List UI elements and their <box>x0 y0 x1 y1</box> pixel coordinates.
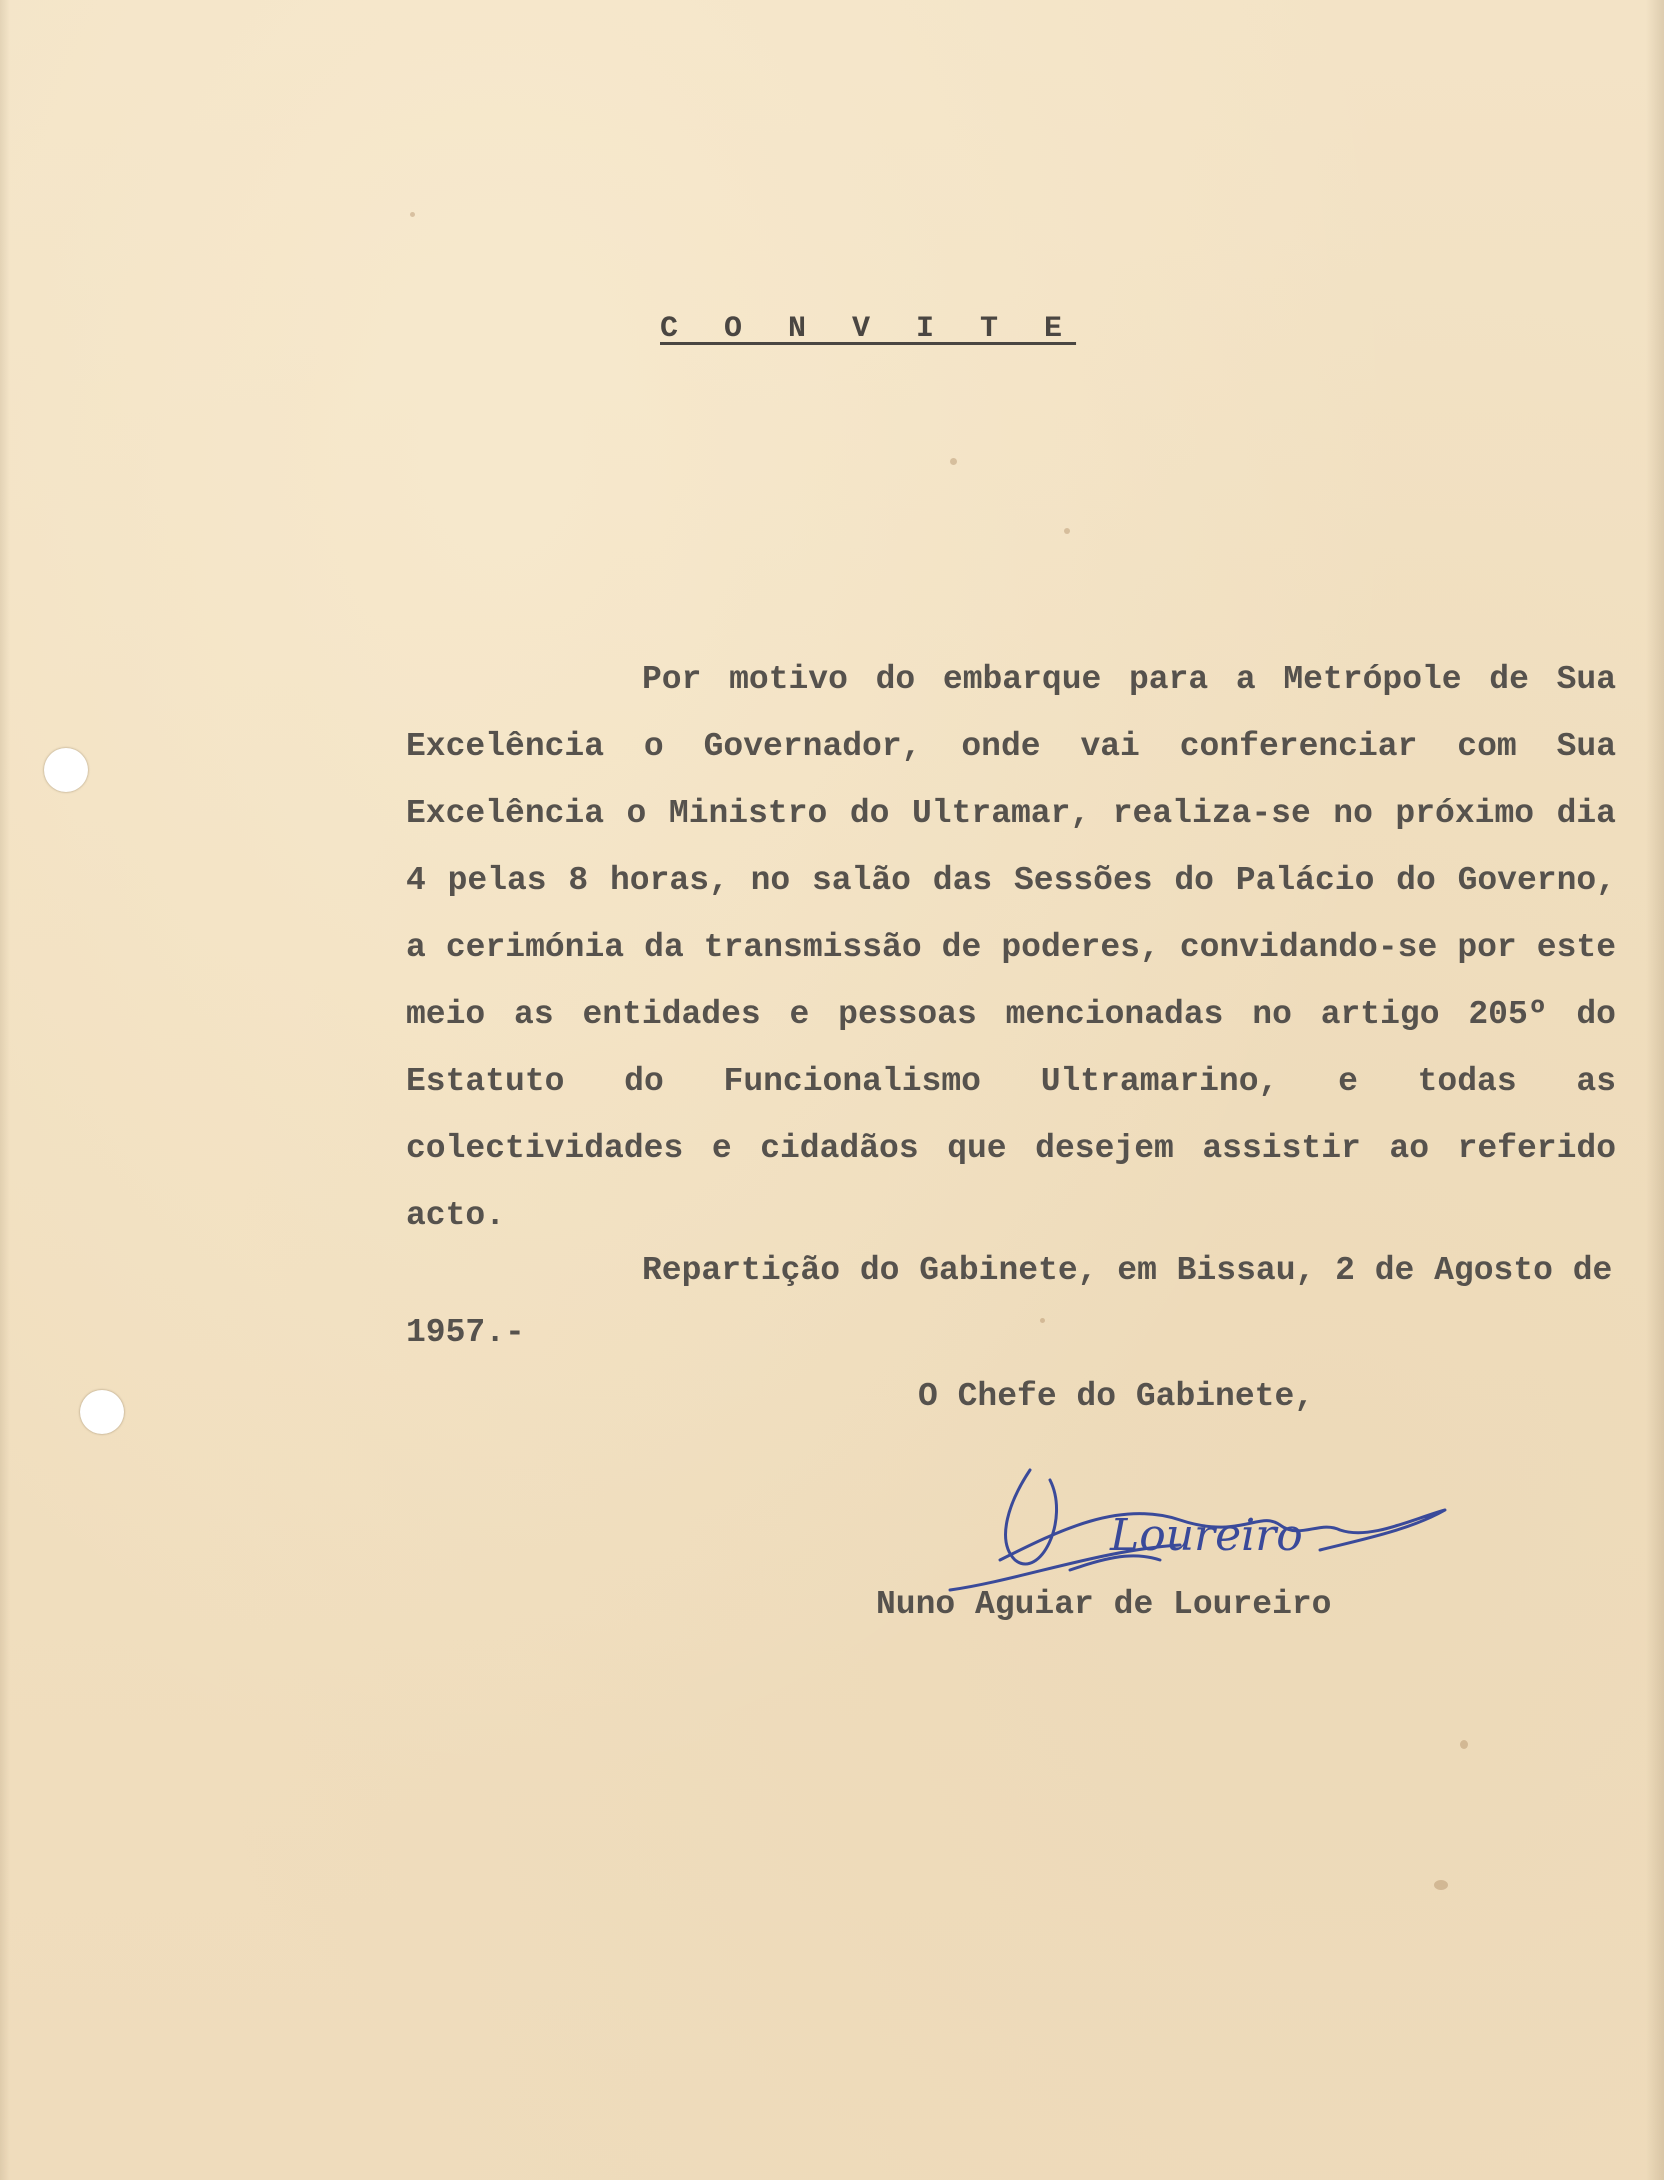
closing-title: O Chefe do Gabinete, <box>918 1378 1315 1415</box>
dateline: Repartição do Gabinete, em Bissau, 2 de Agosto de 1957.- <box>406 1252 1613 1351</box>
punch-hole-top <box>44 748 88 792</box>
document-title: C O N V I T E <box>660 312 1077 346</box>
punch-hole-bottom <box>80 1390 124 1434</box>
paper-stain <box>410 212 415 217</box>
paper-stain <box>1460 1740 1468 1749</box>
signer-name: Nuno Aguiar de Loureiro <box>876 1586 1332 1623</box>
signature-lettering: Loureiro <box>1110 1510 1303 1561</box>
paper-edge-left <box>0 0 10 2180</box>
paper-stain <box>1434 1880 1448 1890</box>
handwritten-signature <box>940 1410 1520 1610</box>
invitation-body: Por motivo do embarque para a Metrópole de Sua Excelência o Governador, onde vai conferenciar com Sua Excelência o Ministro do Ultramar, realiza-se no próximo dia 4 pelas 8 horas, no salão das Sessões do Palácio do Governo, a cerimónia da transmissão de poderes, convidando-se por este meio as entidades e pessoas mencionadas no artigo 205º do Estatuto do Funcionalismo Ultramarino, e todas as colectividades e cidadãos que desejem assistir ao referido acto. <box>406 661 1616 1234</box>
paper-stain <box>1064 528 1070 534</box>
paper-stain <box>950 458 957 465</box>
paper-edge-right <box>1646 0 1664 2180</box>
